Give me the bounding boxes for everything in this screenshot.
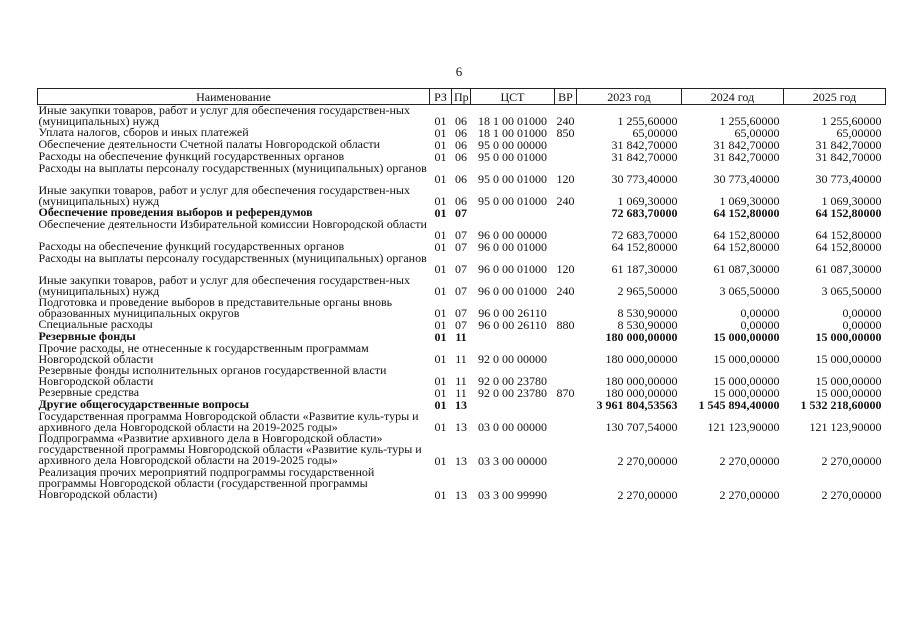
cell-2023: 72 683,70000 xyxy=(611,228,678,242)
cell-rz: 01 xyxy=(434,240,447,254)
cell-2024: 121 123,90000 xyxy=(707,420,780,434)
cell-pr: 07 xyxy=(455,228,467,242)
cell-2023: 1 069,30000 xyxy=(617,194,678,208)
cell-2025: 31 842,70000 xyxy=(815,138,882,152)
cell-2025: 3 065,50000 xyxy=(821,284,882,298)
cell-2023: 31 842,70000 xyxy=(611,138,678,152)
cell-pr: 13 xyxy=(455,398,467,412)
cell-vr xyxy=(555,297,577,319)
cell-2024: 31 842,70000 xyxy=(713,138,780,152)
cell-name: Резервные средства xyxy=(38,385,140,399)
cell-2023: 61 187,30000 xyxy=(611,262,678,276)
cell-2025: 61 087,30000 xyxy=(815,262,882,276)
cell-name: Подпрограмма «Развитие архивного дела в Новгородской области» государственной программы Новгородской области «Развитие куль-туры и архивного дела Новгородской области на 2019-2025 годы» xyxy=(38,431,422,467)
cell-2023: 30 773,40000 xyxy=(611,172,678,186)
cell-vr: 240 xyxy=(556,194,575,208)
header-cst: ЦСТ xyxy=(471,89,555,105)
cell-vr xyxy=(555,467,577,501)
header-rz: РЗ xyxy=(430,89,452,105)
cell-2024: 15 000,00000 xyxy=(713,374,780,388)
cell-rz: 01 xyxy=(434,330,447,344)
cell-rz: 01 xyxy=(434,228,447,242)
cell-pr: 13 xyxy=(455,454,467,468)
cell-pr: 07 xyxy=(455,206,467,220)
cell-2024: 15 000,00000 xyxy=(713,386,780,400)
cell-rz: 01 xyxy=(434,194,447,208)
header-pr: Пр xyxy=(452,89,471,105)
table-row xyxy=(38,365,886,387)
cell-cst: 03 3 00 00000 xyxy=(478,454,547,468)
cell-2023: 180 000,00000 xyxy=(605,386,678,400)
cell-pr: 13 xyxy=(455,488,467,502)
cell-2025: 15 000,00000 xyxy=(815,386,882,400)
cell-name: Государственная программа Новгородской области «Развитие куль-туры и архивного дела Новгородской области на 2019-2025 годы» xyxy=(38,409,419,434)
table-row xyxy=(38,297,886,319)
cell-2023: 180 000,00000 xyxy=(605,352,678,366)
cell-vr xyxy=(555,151,577,163)
cell-cst: 96 0 00 00000 xyxy=(478,228,547,242)
cell-pr: 06 xyxy=(455,126,467,140)
cell-vr: 850 xyxy=(556,126,575,140)
cell-2025: 1 532 218,60000 xyxy=(800,398,882,412)
cell-name: Расходы на выплаты персоналу государственных (муниципальных) органов xyxy=(38,251,427,265)
cell-name: Расходы на выплаты персоналу государственных (муниципальных) органов xyxy=(38,161,427,175)
cell-vr xyxy=(555,241,577,253)
header-2025: 2025 год xyxy=(784,89,886,105)
cell-2024: 15 000,00000 xyxy=(713,330,780,344)
cell-name: Уплата налогов, сборов и иных платежей xyxy=(38,125,249,139)
cell-cst: 92 0 00 23780 xyxy=(478,386,547,400)
cell-2024: 61 087,30000 xyxy=(713,262,780,276)
cell-rz: 01 xyxy=(434,374,447,388)
cell-vr: 240 xyxy=(556,114,575,128)
cell-vr xyxy=(555,139,577,151)
cell-name: Реализация прочих мероприятий подпрограммы государственной программы Новгородской области (государственной программы Новгородской области) xyxy=(38,465,375,501)
cell-name: Обеспечение проведения выборов и референдумов xyxy=(38,205,313,219)
cell-2023: 8 530,90000 xyxy=(617,318,678,332)
cell-cst: 96 0 00 01000 xyxy=(478,262,547,276)
cell-rz: 01 xyxy=(434,150,447,164)
cell-2025: 64 152,80000 xyxy=(815,206,882,220)
cell-name: Обеспечение деятельности Счетной палаты Новгородской области xyxy=(38,137,380,151)
cell-name: Иные закупки товаров, работ и услуг для обеспечения государствен-ных (муниципальных) нужд xyxy=(38,103,410,128)
cell-rz: 01 xyxy=(434,352,447,366)
cell-rz: 01 xyxy=(434,306,447,320)
table-row xyxy=(38,467,886,501)
cell-cst: 96 0 00 26110 xyxy=(478,306,547,320)
table-row xyxy=(38,253,886,275)
cell-vr xyxy=(555,219,577,241)
header-2023: 2023 год xyxy=(577,89,682,105)
cell-pr: 07 xyxy=(455,240,467,254)
cell-pr: 11 xyxy=(455,330,467,344)
cell-2025: 31 842,70000 xyxy=(815,150,882,164)
table-row xyxy=(38,163,886,185)
cell-pr: 11 xyxy=(455,374,467,388)
cell-rz: 01 xyxy=(434,284,447,298)
cell-2023: 2 270,00000 xyxy=(617,454,678,468)
table-row xyxy=(38,185,886,207)
cell-2023: 8 530,90000 xyxy=(617,306,678,320)
table-row xyxy=(38,275,886,297)
cell-name: Специальные расходы xyxy=(38,317,153,331)
cell-2024: 1 069,30000 xyxy=(719,194,780,208)
cell-vr xyxy=(555,343,577,365)
cell-2025: 1 255,60000 xyxy=(821,114,882,128)
cell-2025: 64 152,80000 xyxy=(815,240,882,254)
cell-cst: 96 0 00 01000 xyxy=(478,240,547,254)
cell-name: Обеспечение деятельности Избирательной комиссии Новгородской области xyxy=(38,217,427,231)
cell-rz: 01 xyxy=(434,126,447,140)
budget-table xyxy=(37,88,886,501)
cell-2025: 64 152,80000 xyxy=(815,228,882,242)
cell-vr xyxy=(555,399,577,411)
cell-2024: 1 545 894,40000 xyxy=(698,398,780,412)
cell-2025: 15 000,00000 xyxy=(815,352,882,366)
cell-2024: 64 152,80000 xyxy=(713,228,780,242)
header-2024: 2024 год xyxy=(682,89,784,105)
table-body xyxy=(38,105,886,502)
cell-name: Расходы на обеспечение функций государственных органов xyxy=(38,239,345,253)
cell-rz: 01 xyxy=(434,454,447,468)
cell-name: Резервные фонды xyxy=(38,329,136,343)
cell-2023: 180 000,00000 xyxy=(605,374,678,388)
cell-2025: 65,00000 xyxy=(836,126,882,140)
cell-2023: 180 000,00000 xyxy=(605,330,678,344)
cell-vr xyxy=(555,433,577,467)
cell-cst: 03 3 00 99990 xyxy=(478,488,547,502)
cell-rz: 01 xyxy=(434,114,447,128)
cell-vr xyxy=(555,365,577,387)
table-row xyxy=(38,411,886,433)
cell-pr: 06 xyxy=(455,138,467,152)
cell-2024: 64 152,80000 xyxy=(713,206,780,220)
cell-vr xyxy=(555,411,577,433)
cell-vr: 120 xyxy=(556,262,575,276)
cell-2024: 1 255,60000 xyxy=(719,114,780,128)
cell-cst: 92 0 00 00000 xyxy=(478,352,547,366)
table-row xyxy=(38,433,886,467)
cell-vr xyxy=(555,207,577,219)
header-vr: ВР xyxy=(555,89,577,105)
cell-cst xyxy=(471,331,555,343)
cell-2023: 2 270,00000 xyxy=(617,488,678,502)
cell-2025: 2 270,00000 xyxy=(821,488,882,502)
cell-pr: 06 xyxy=(455,194,467,208)
cell-rz: 01 xyxy=(434,206,447,220)
cell-rz: 01 xyxy=(434,138,447,152)
cell-pr: 07 xyxy=(455,318,467,332)
cell-2023: 64 152,80000 xyxy=(611,240,678,254)
cell-name: Другие общегосударственные вопросы xyxy=(38,397,249,411)
cell-rz: 01 xyxy=(434,386,447,400)
cell-name: Подготовка и проведение выборов в представительные органы вновь образованных муниципальных округов xyxy=(38,295,393,320)
cell-2024: 3 065,50000 xyxy=(719,284,780,298)
cell-cst xyxy=(471,399,555,411)
table-row xyxy=(38,105,886,128)
cell-pr: 07 xyxy=(455,306,467,320)
cell-2025: 0,00000 xyxy=(842,306,882,320)
cell-2023: 1 255,60000 xyxy=(617,114,678,128)
cell-name: Иные закупки товаров, работ и услуг для обеспечения государствен-ных (муниципальных) нужд xyxy=(38,183,410,208)
cell-cst: 95 0 00 01000 xyxy=(478,150,547,164)
cell-cst xyxy=(471,207,555,219)
cell-vr: 240 xyxy=(556,284,575,298)
cell-2023: 72 683,70000 xyxy=(611,206,678,220)
cell-2023: 65,00000 xyxy=(632,126,678,140)
cell-rz: 01 xyxy=(434,318,447,332)
cell-pr: 06 xyxy=(455,150,467,164)
cell-2024: 65,00000 xyxy=(734,126,780,140)
cell-2025: 30 773,40000 xyxy=(815,172,882,186)
table-row xyxy=(38,219,886,241)
cell-cst: 18 1 00 01000 xyxy=(478,114,547,128)
cell-cst: 18 1 00 01000 xyxy=(478,126,547,140)
cell-cst: 03 0 00 00000 xyxy=(478,420,547,434)
cell-vr: 880 xyxy=(556,318,575,332)
cell-cst: 96 0 00 01000 xyxy=(478,284,547,298)
cell-name: Прочие расходы, не отнесенные к государственным программам Новгородской области xyxy=(38,341,369,366)
cell-2025: 0,00000 xyxy=(842,318,882,332)
cell-name: Расходы на обеспечение функций государственных органов xyxy=(38,149,345,163)
header-name: Наименование xyxy=(38,89,430,105)
cell-2024: 64 152,80000 xyxy=(713,240,780,254)
cell-pr: 07 xyxy=(455,262,467,276)
cell-vr: 870 xyxy=(556,386,575,400)
cell-2023: 130 707,54000 xyxy=(605,420,678,434)
cell-pr: 07 xyxy=(455,284,467,298)
cell-2025: 15 000,00000 xyxy=(815,374,882,388)
cell-2024: 31 842,70000 xyxy=(713,150,780,164)
cell-2023: 31 842,70000 xyxy=(611,150,678,164)
cell-2024: 0,00000 xyxy=(740,306,780,320)
table-row xyxy=(38,343,886,365)
cell-2025: 2 270,00000 xyxy=(821,454,882,468)
cell-name: Резервные фонды исполнительных органов государственной власти Новгородской области xyxy=(38,363,387,388)
cell-cst: 95 0 00 00000 xyxy=(478,138,547,152)
cell-rz: 01 xyxy=(434,420,447,434)
cell-rz: 01 xyxy=(434,172,447,186)
cell-rz: 01 xyxy=(434,488,447,502)
cell-2025: 121 123,90000 xyxy=(809,420,882,434)
cell-2024: 2 270,00000 xyxy=(719,488,780,502)
cell-pr: 11 xyxy=(455,386,467,400)
page-number: 6 xyxy=(455,64,463,79)
cell-2024: 15 000,00000 xyxy=(713,352,780,366)
cell-2024: 30 773,40000 xyxy=(713,172,780,186)
cell-rz: 01 xyxy=(434,398,447,412)
cell-2025: 15 000,00000 xyxy=(815,330,882,344)
cell-cst: 95 0 00 01000 xyxy=(478,172,547,186)
cell-pr: 13 xyxy=(455,420,467,434)
cell-2024: 0,00000 xyxy=(740,318,780,332)
cell-cst: 96 0 00 26110 xyxy=(478,318,547,332)
cell-2023: 3 961 804,53563 xyxy=(596,398,678,412)
cell-pr: 06 xyxy=(455,172,467,186)
cell-2024: 2 270,00000 xyxy=(719,454,780,468)
cell-rz: 01 xyxy=(434,262,447,276)
cell-2025: 1 069,30000 xyxy=(821,194,882,208)
cell-cst: 95 0 00 01000 xyxy=(478,194,547,208)
cell-pr: 11 xyxy=(455,352,467,366)
cell-vr xyxy=(555,331,577,343)
cell-2023: 2 965,50000 xyxy=(617,284,678,298)
cell-pr: 06 xyxy=(455,114,467,128)
cell-name: Иные закупки товаров, работ и услуг для обеспечения государствен-ных (муниципальных) нужд xyxy=(38,273,410,298)
cell-cst: 92 0 00 23780 xyxy=(478,374,547,388)
cell-vr: 120 xyxy=(556,172,575,186)
